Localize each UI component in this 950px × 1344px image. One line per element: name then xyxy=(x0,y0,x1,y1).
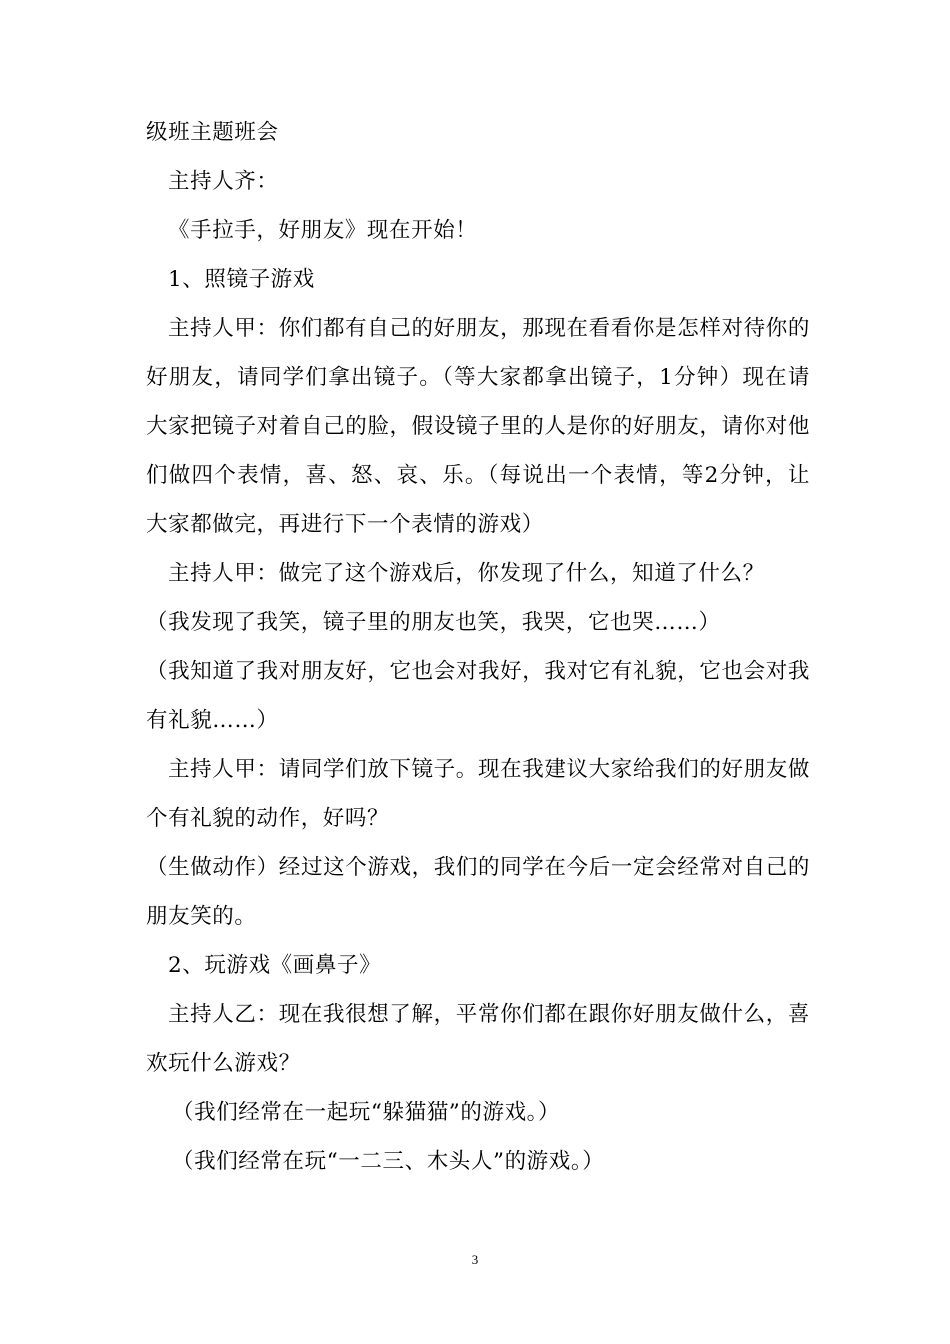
section-heading-nose-game: 2、玩游戏《画鼻子》 xyxy=(168,953,382,978)
paragraph-title-announcement: 《手拉手，好朋友》现在开始！ xyxy=(168,218,478,243)
document-body xyxy=(146,108,810,1186)
section-heading-mirror-game: 1、照镜子游戏 xyxy=(168,267,315,292)
paragraph-host-a-suggestion: 主持人甲：请同学们放下镜子。现在我建议大家给我们的好朋友做个有礼貌的动作，好吗？ xyxy=(146,757,810,831)
paragraph-student-answer-4: （我们经常在玩“一二三、木头人”的游戏。） xyxy=(172,1149,605,1174)
paragraph-host-all: 主持人齐： xyxy=(168,169,279,194)
paragraph-student-action: （生做动作）经过这个游戏，我们的同学在今后一定会经常对自己的朋友笑的。 xyxy=(146,855,810,929)
paragraph-host-b-question: 主持人乙：现在我很想了解，平常你们都在跟你好朋友做什么，喜欢玩什么游戏？ xyxy=(146,1002,810,1076)
paragraph-host-a-intro: 主持人甲：你们都有自己的好朋友，那现在看看你是怎样对待你的好朋友，请同学们拿出镜子。（等大家都拿出镜子，1分钟）现在请大家把镜子对着自己的脸，假设镜子里的人是你的好朋友，请你对他们做四个表情，喜、怒、哀、乐。（每说出一个表情，等2分钟，让大家都做完，再进行下一个表情的游戏） xyxy=(146,316,810,537)
paragraph-student-answer-2: （我知道了我对朋友好，它也会对我好，我对它有礼貌，它也会对我有礼貌……） xyxy=(146,659,810,733)
paragraph-student-answer-1: （我发现了我笑，镜子里的朋友也笑，我哭，它也哭……） xyxy=(146,610,721,635)
document-heading: 级班主题班会 xyxy=(146,120,279,145)
paragraph-host-a-question: 主持人甲：做完了这个游戏后，你发现了什么，知道了什么？ xyxy=(168,561,765,586)
page-number: 3 xyxy=(471,1252,479,1267)
paragraph-student-answer-3: （我们经常在一起玩“躲猫猫”的游戏。） xyxy=(172,1100,561,1125)
